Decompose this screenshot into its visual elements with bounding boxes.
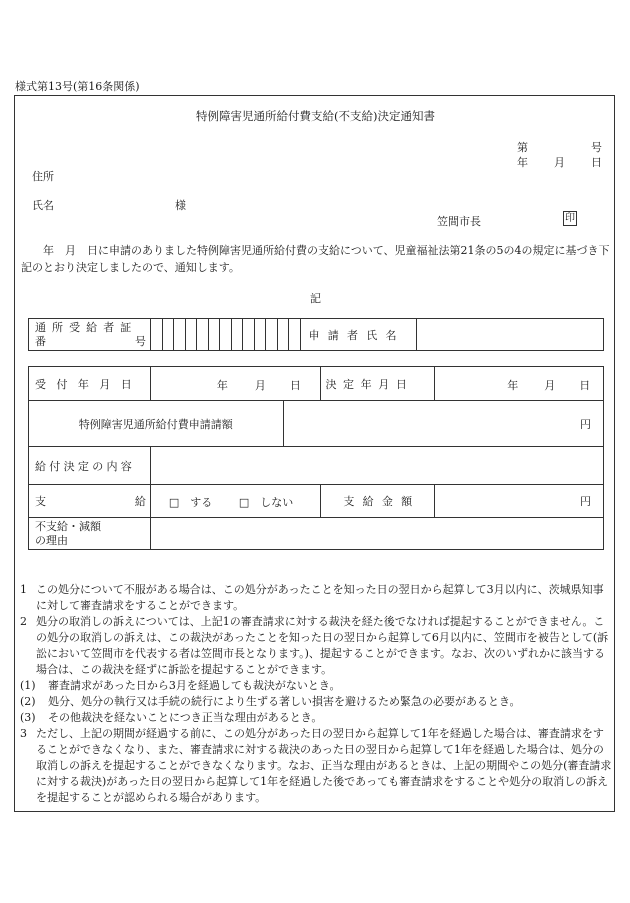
receipt-date-field[interactable] [150, 367, 321, 401]
decision-date-parts [435, 377, 603, 391]
amount-field[interactable] [435, 485, 604, 518]
sub-note-3-text: その他裁決を経ないことにつき正当な理由があるとき。 [48, 711, 323, 724]
option-suru-checkbox[interactable]: □ する [168, 496, 213, 509]
cert-digit-6[interactable] [208, 319, 220, 351]
note-1 [20, 582, 614, 614]
receipt-year: 年 [216, 378, 228, 392]
content-field[interactable] [150, 447, 603, 485]
reason-label [29, 518, 151, 550]
note-3 [20, 726, 614, 806]
shikyu-label-b: 給 [134, 495, 146, 508]
cert-digit-2[interactable] [162, 319, 174, 351]
decision-table [28, 366, 604, 550]
ki-label: 記 [310, 292, 321, 305]
dai-label: 第 [517, 141, 528, 154]
cert-digit-4[interactable] [185, 319, 197, 351]
decision-day: 日 [579, 378, 591, 392]
note-1-num: 1 [20, 583, 27, 596]
sub-note-2-num: (2) [20, 695, 36, 708]
receipt-date-parts [151, 377, 321, 391]
receipt-date-label: 受付年月日 [29, 367, 151, 401]
sub-note-3-num: (3) [20, 711, 36, 724]
day-label: 日 [591, 156, 602, 169]
note-2 [20, 614, 614, 678]
reason-label-line2: の理由 [35, 533, 68, 547]
requested-amount-field[interactable] [283, 401, 603, 447]
shikyu-label-a: 支 [35, 495, 46, 508]
cert-digit-9[interactable] [243, 319, 255, 351]
sub-note-3 [20, 710, 614, 726]
applicant-name-label: 申請者氏名 [300, 319, 416, 351]
mayor-label: 笠間市長 [437, 215, 481, 228]
note-3-num: 3 [20, 727, 27, 740]
shikyu-label [29, 485, 151, 518]
option-shinai-checkbox[interactable]: □ しない [238, 496, 294, 509]
shikyu-options-row [151, 494, 321, 508]
note-2-text: 処分の取消しの訴えについては、上記1の審査請求に対する裁決を経た後でなければ提起することができません。この処分の取消しの訴えは、この裁決があったことを知った日の翌日から起算して6月以内に、笠間市を被告として(訴訟において笠間市を代表する者は笠間市長となります。)、提起することができます。なお、次のいずれかに該当する場合は、この裁決を経ずに訴訟を提起することができます。 [36, 615, 609, 676]
cert-digit-1[interactable] [151, 319, 163, 351]
certificate-table [28, 318, 604, 351]
applicant-name-field[interactable] [416, 319, 604, 351]
cert-label-go: 号 [135, 334, 146, 348]
year-label: 年 [517, 156, 528, 169]
decision-date-field[interactable] [435, 367, 604, 401]
cert-label-line1: 通所受給者証 [35, 320, 138, 334]
shikyu-options [150, 485, 321, 518]
cert-digit-7[interactable] [220, 319, 232, 351]
sub-note-2-text: 処分、処分の執行又は手続の続行により生ずる著しい損害を避けるため緊急の必要があるとき。 [48, 695, 521, 708]
requested-amount-label: 特例障害児通所給付費申請請額 [29, 401, 284, 447]
note-3-text: ただし、上記の期間が経過する前に、この処分があった日の翌日から起算して1年を経過した場合は、審査請求をすることができなくなり、また、審査請求に対する裁決のあった日の翌日から起算して1年を経過した場合は、処分の取消しの訴えを提起することができなくなります。なお、正当な理由があるときは、上記の期間やこの処分(審査請求に対する裁決)があった日の翌日から起算して1年を経過した後であっても審査請求をすることや処分の取消しの訴えを提起することが認められる場合があります。 [36, 727, 612, 804]
honorific-label: 様 [175, 199, 186, 212]
receipt-month: 月 [254, 378, 266, 392]
sub-note-1-text: 審査請求があった日から3月を経過しても裁決がないとき。 [48, 679, 341, 692]
notes-section [20, 582, 614, 806]
decision-month: 月 [544, 378, 556, 392]
notice-frame [14, 95, 615, 812]
month-label: 月 [554, 156, 565, 169]
cert-digit-8[interactable] [231, 319, 243, 351]
intro-text: 年 月 日に申請のありました特例障害児通所給付費の支給について、児童福祉法第21条の5の4の規定に基づき下記のとおり決定しましたので、通知します。 [21, 244, 610, 274]
reason-label-line1: 不支給・減額 [35, 519, 101, 533]
cert-digit-12[interactable] [277, 319, 289, 351]
decision-date-label: 決定年月日 [321, 367, 435, 401]
cert-label-line2 [29, 335, 150, 349]
sub-note-1-num: (1) [20, 679, 36, 692]
amount-label: 支給金額 [321, 485, 435, 518]
note-1-text: この処分について不服がある場合は、この処分があったことを知った日の翌日から起算して3月以内に、茨城県知事に対して審査請求をすることができます。 [36, 583, 604, 612]
name-label: 氏名 [32, 199, 54, 212]
cert-digit-3[interactable] [174, 319, 186, 351]
cert-digit-11[interactable] [266, 319, 278, 351]
address-label: 住所 [32, 170, 54, 183]
cert-number-label-cell [29, 319, 151, 351]
cert-digit-13[interactable] [289, 319, 301, 351]
sub-note-1 [20, 678, 614, 694]
form-number-label: 様式第13号(第16条関係) [15, 80, 140, 93]
sub-note-2 [20, 694, 614, 710]
decision-year: 年 [507, 378, 519, 392]
go-label: 号 [591, 141, 602, 154]
document-title: 特例障害児通所給付費支給(不支給)決定通知書 [196, 109, 435, 123]
shikyu-label-chars [35, 493, 146, 509]
reason-field[interactable] [150, 518, 603, 550]
cert-label-ban: 番 [35, 334, 46, 348]
cert-digit-10[interactable] [254, 319, 266, 351]
content-label: 給付決定の内容 [29, 447, 151, 485]
requested-amount-yen: 円 [580, 417, 591, 431]
receipt-day: 日 [289, 378, 301, 392]
amount-yen: 円 [580, 495, 591, 508]
note-2-num: 2 [20, 615, 27, 628]
seal-box: 印 [565, 213, 575, 224]
cert-digit-5[interactable] [197, 319, 209, 351]
